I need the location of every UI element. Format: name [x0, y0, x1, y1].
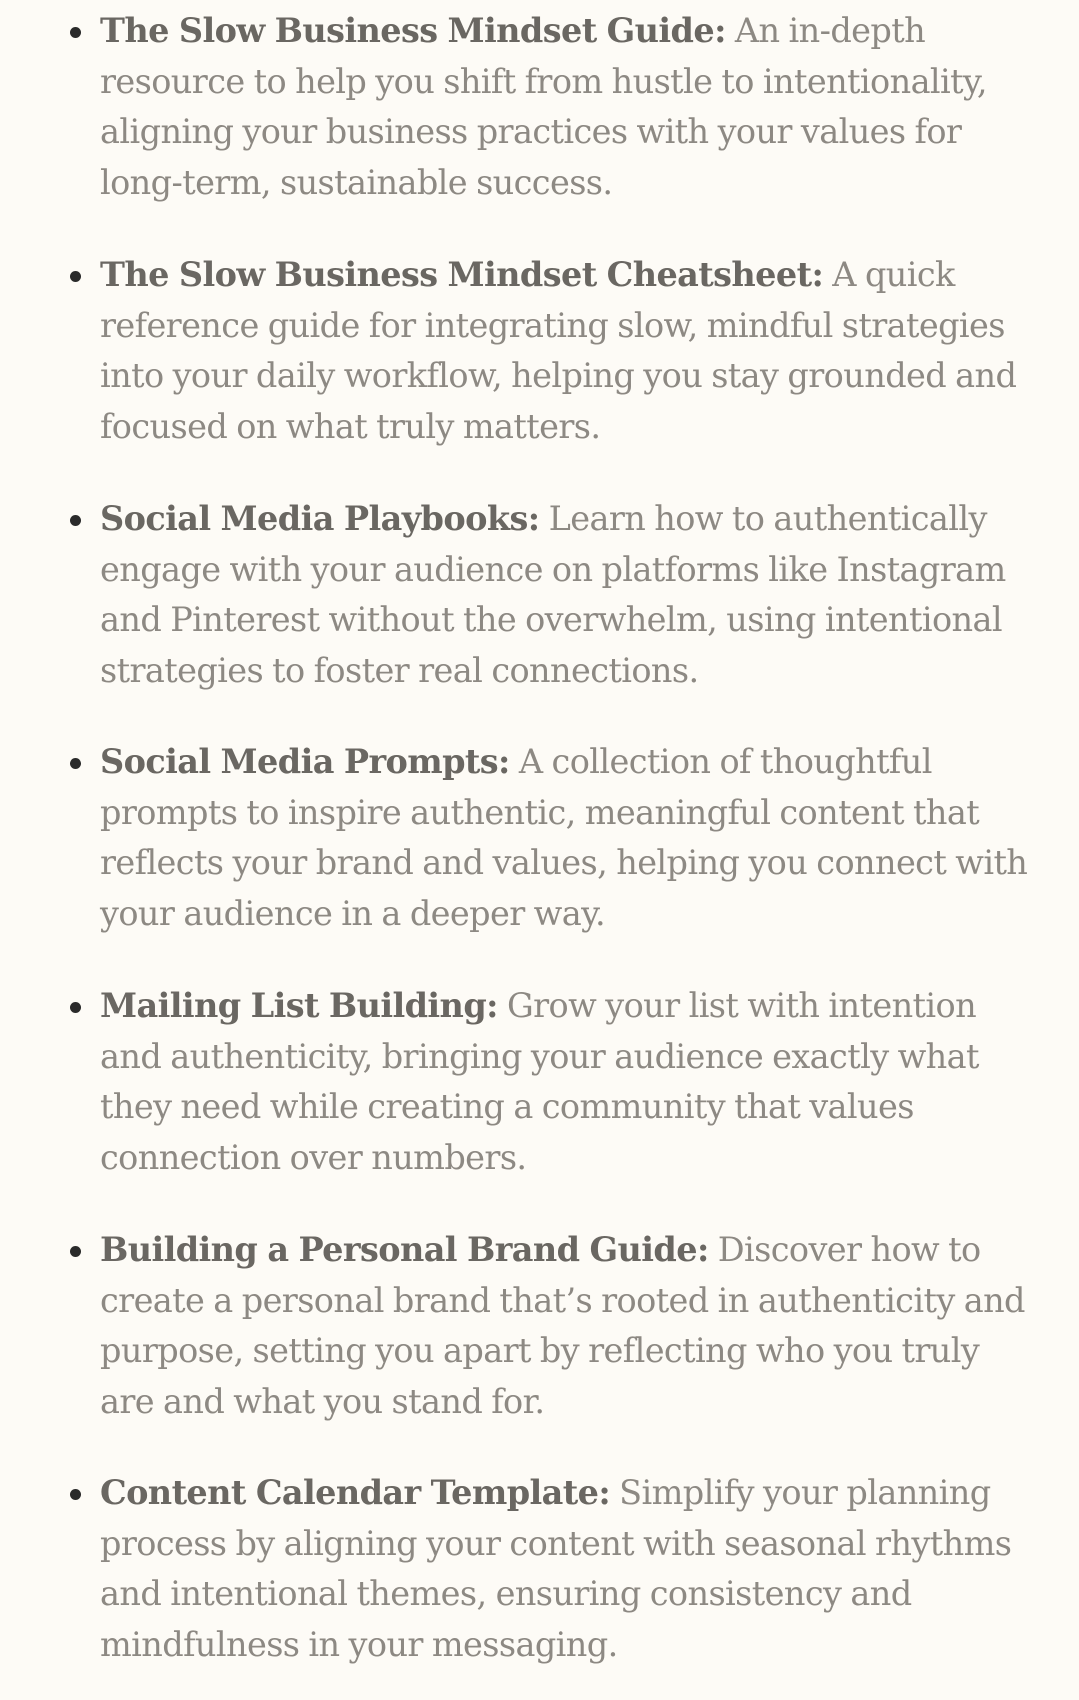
item-description: Grow your list with intention and authenticity, bringing your audience exactly what they need while creating a community that values connection over numbers.	[100, 986, 979, 1177]
item-title: Social Media Prompts:	[100, 742, 510, 781]
item-description: A collection of thoughtful prompts to inspire authentic, meaningful content that reflects your brand and values, helping you connect with your audience in a deeper way.	[100, 742, 1028, 933]
item-description: Discover how to create a personal brand that’s rooted in authenticity and purpose, setting you apart by reflecting who you truly are and what you stand for.	[100, 1230, 1025, 1421]
item-description: An in-depth resource to help you shift from hustle to intentionality, aligning your business practices with your values for long-term, sustainable success.	[100, 11, 987, 202]
item-text	[100, 494, 1030, 696]
item-description: Simplify your planning process by aligning your content with seasonal rhythms and intentional themes, ensuring consistency and mindfulness in your messaging.	[100, 1473, 1012, 1664]
item-description: A quick reference guide for integrating slow, mindful strategies into your daily workflow, helping you stay grounded and focused on what truly matters.	[100, 255, 1017, 446]
item-title: Building a Personal Brand Guide:	[100, 1230, 709, 1269]
bullet-icon	[70, 1489, 81, 1500]
item-text	[100, 737, 1030, 939]
item-title: Content Calendar Template:	[100, 1473, 611, 1512]
item-text	[100, 250, 1030, 452]
item-title: The Slow Business Mindset Cheatsheet:	[100, 255, 824, 294]
bullet-icon	[70, 758, 81, 769]
bullet-icon	[70, 515, 81, 526]
item-text	[100, 981, 1030, 1183]
item-title: Mailing List Building:	[100, 986, 498, 1025]
item-title: Social Media Playbooks:	[100, 499, 540, 538]
bullet-icon	[70, 27, 81, 38]
item-description: Learn how to authentically engage with your audience on platforms like Instagram and Pinterest without the overwhelm, using intentional strategies to foster real connections.	[100, 499, 1006, 690]
bullet-icon	[70, 1246, 81, 1257]
bullet-icon	[70, 271, 81, 282]
item-text	[100, 1468, 1030, 1670]
item-text	[100, 6, 1030, 208]
item-title: The Slow Business Mindset Guide:	[100, 11, 726, 50]
bullet-icon	[70, 1002, 81, 1013]
item-text	[100, 1225, 1030, 1427]
